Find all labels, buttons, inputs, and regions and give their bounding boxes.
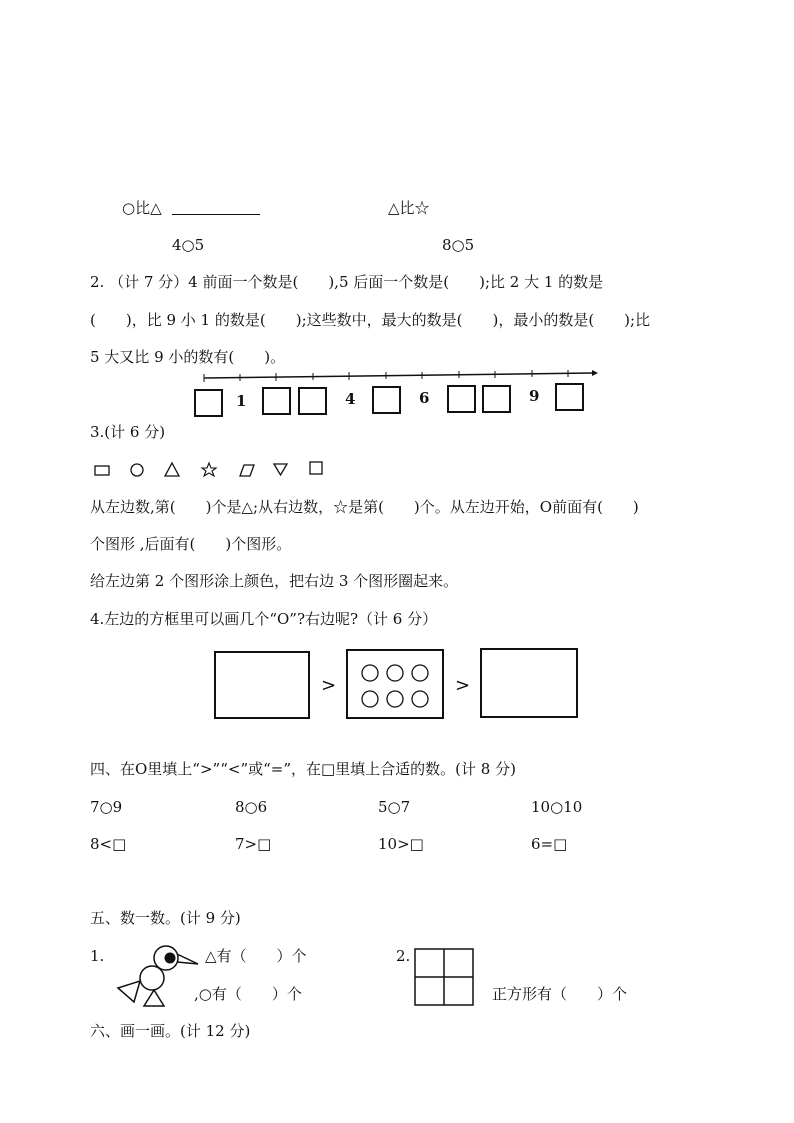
numberline-box-3[interactable]: [298, 387, 327, 415]
inverted-triangle-icon: [274, 464, 287, 475]
number-line: [0, 0, 794, 420]
q3-shapes-row: [0, 455, 794, 485]
compare-item[interactable]: 8○6: [235, 798, 268, 816]
fill-box-item[interactable]: 8<□: [90, 835, 127, 853]
greater-than-sign: >: [321, 675, 337, 696]
compare-item[interactable]: 10○10: [531, 798, 583, 816]
middle-circle-box: [346, 649, 444, 719]
numberline-box-8[interactable]: [482, 385, 511, 413]
circle-count-text[interactable]: ,○有（ ）个: [194, 985, 302, 1003]
q2-line2: ( )，比 9 小 1 的数是( );这些数中，最大的数是( )，最小的数是( );比: [90, 311, 651, 329]
circle-icon: [412, 691, 428, 707]
numberline-box-10[interactable]: [555, 383, 584, 411]
circles-group: [348, 651, 442, 717]
numberline-box-7[interactable]: [447, 385, 476, 413]
expr-8-5: 8○5: [442, 236, 475, 254]
parallelogram-icon: [240, 465, 254, 476]
circle-icon: [387, 665, 403, 681]
circle-icon: [362, 691, 378, 707]
circle-icon: [387, 691, 403, 707]
fill-box-item[interactable]: 6=□: [531, 835, 568, 853]
bird-figure: [110, 938, 200, 1010]
left-empty-box[interactable]: [214, 651, 310, 719]
numberline-box-0[interactable]: [194, 389, 223, 417]
triangle-icon: [165, 463, 179, 476]
numberline-box-2[interactable]: [262, 387, 291, 415]
numberline-box-5[interactable]: [372, 386, 401, 414]
square-count-text[interactable]: 正方形有（ ）个: [492, 985, 628, 1003]
circle-icon: [362, 665, 378, 681]
part6-title: 六、画一画。(计 12 分): [90, 1022, 251, 1040]
square-icon: [310, 462, 322, 474]
q3-title: 3.(计 6 分): [90, 423, 166, 441]
q3-line1: 从左边数,第( )个是△;从右边数，☆是第( )个。从左边开始，O前面有( ): [90, 498, 639, 516]
star-icon: [202, 463, 216, 476]
q4-title: 4.左边的方框里可以画几个“O”?右边呢?（计 6 分）: [90, 610, 438, 628]
compare-item[interactable]: 5○7: [378, 798, 411, 816]
square-grid-figure: [414, 948, 476, 1008]
q2-line1: 2. （计 7 分）4 前面一个数是( ),5 后面一个数是( );比 2 大 1 的数是: [90, 273, 604, 291]
q3-line2: 个图形 ,后面有( )个图形。: [90, 535, 292, 553]
right-empty-box[interactable]: [480, 648, 578, 718]
expr-4-5: 4○5: [172, 236, 205, 254]
q3-line3: 给左边第 2 个图形涂上颜色，把右边 3 个图形圈起来。: [90, 572, 459, 590]
part4-title: 四、在O里填上“>”“<”或“=”，在□里填上合适的数。(计 8 分): [90, 760, 516, 778]
circle-icon: [131, 464, 143, 476]
numberline-label-6: 6: [419, 389, 430, 407]
rectangle-icon: [95, 466, 109, 475]
compare-circle-triangle: ○比△: [122, 199, 162, 217]
fill-box-item[interactable]: 10>□: [378, 835, 424, 853]
numberline-label-9: 9: [529, 387, 540, 405]
triangle-count-text[interactable]: △有（ ）个: [205, 947, 307, 965]
part5-title: 五、数一数。(计 9 分): [90, 909, 241, 927]
compare-item[interactable]: 7○9: [90, 798, 123, 816]
greater-than-sign: >: [455, 675, 471, 696]
q2-line3: 5 大又比 9 小的数有( )。: [90, 348, 286, 366]
compare-triangle-star: △比☆: [388, 199, 430, 217]
fill-box-item[interactable]: 7>□: [235, 835, 272, 853]
numberline-label-1: 1: [236, 392, 247, 410]
numberline-label-4: 4: [345, 390, 356, 408]
part5-item2-label: 2.: [396, 947, 411, 965]
circle-icon: [412, 665, 428, 681]
part5-item1-label: 1.: [90, 947, 105, 965]
